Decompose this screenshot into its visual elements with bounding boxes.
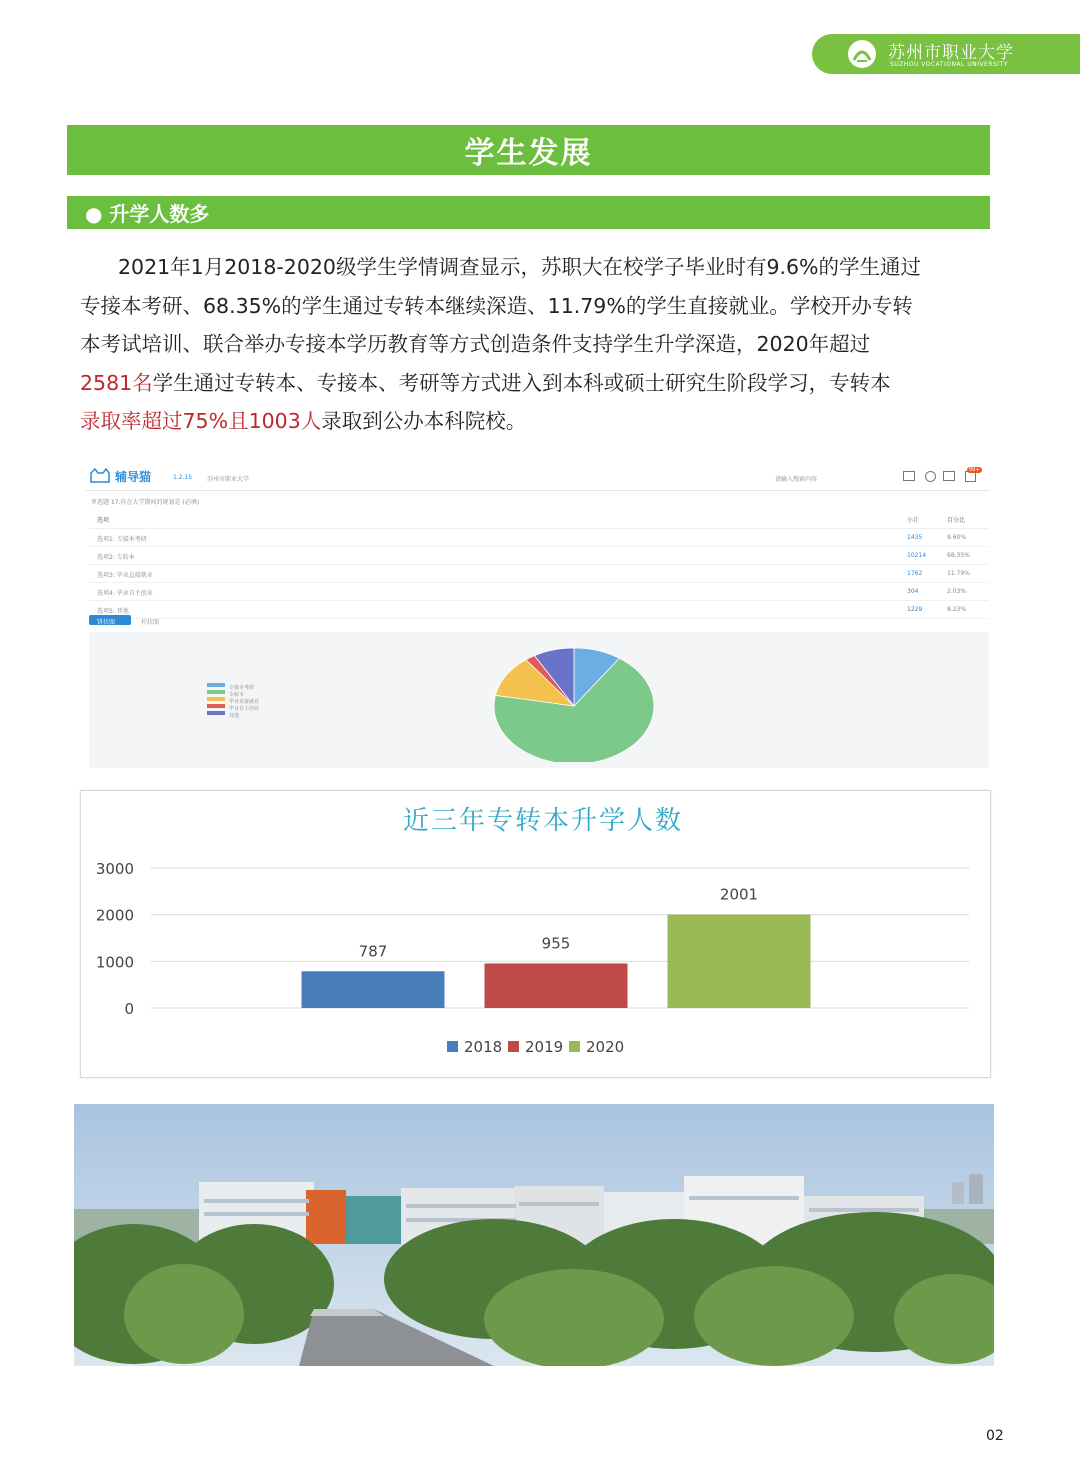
- section-title: ● 升学人数多: [85, 202, 210, 226]
- row-option-label: 选项5: 其他: [97, 608, 129, 615]
- tab-bar-chart[interactable]: 柱状图: [141, 619, 160, 626]
- logo-english-name: SUZHOU VOCATIONAL UNIVERSITY: [890, 61, 1008, 68]
- bar: [302, 971, 445, 1008]
- bar: [668, 915, 811, 1008]
- legend-label: 毕业自主创业: [229, 706, 260, 712]
- survey-table: [89, 512, 989, 619]
- legend-label: 专接本考研: [229, 685, 255, 691]
- app-version: 1.2.15: [173, 474, 193, 481]
- logo-chinese-name: 苏州市职业大学: [888, 43, 1014, 63]
- y-tick-label: 0: [124, 1000, 134, 1018]
- page-title: 学生发展: [464, 136, 593, 171]
- legend-swatch: [207, 704, 225, 708]
- row-count: 1229: [907, 606, 923, 613]
- row-option-label: 选项4: 毕业自主创业: [97, 590, 153, 597]
- paragraph-line-5-text: 录取到公办本科院校。: [321, 409, 527, 433]
- legend-swatch: [207, 697, 225, 701]
- legend-swatch: [569, 1041, 580, 1052]
- bar-chart-panel: [80, 790, 991, 1078]
- paragraph-line-3: 本考试培训、联合举办专接本学历教育等方式创造条件支持学生升学深造，2020年超过: [80, 332, 871, 356]
- survey-chart-area: [89, 632, 989, 768]
- y-tick-label: 1000: [95, 953, 134, 972]
- legend-label: 毕业直接就业: [229, 699, 260, 705]
- campus-photo: [74, 1104, 994, 1366]
- monitor-icon[interactable]: [903, 471, 915, 481]
- survey-app-bar: [85, 462, 990, 491]
- paragraph-line-4-text: 学生通过专转本、专接本、考研等方式进入到本科或硕士研究生阶段学习，专转本: [152, 370, 891, 395]
- y-tick-label: 3000: [95, 860, 134, 878]
- legend-swatch: [207, 711, 225, 715]
- row-count: 304: [907, 588, 919, 595]
- row-count: 1762: [907, 570, 923, 577]
- row-option-label: 选项3: 毕业直接就业: [97, 572, 153, 579]
- section-header-bar: [67, 196, 990, 229]
- row-percent: 68.35%: [947, 552, 970, 559]
- table-header: [89, 512, 989, 529]
- row-option-label: 选项1: 专接本考研: [97, 536, 147, 543]
- school-name: 苏州市职业大学: [207, 476, 250, 483]
- legend-label: 专转本: [229, 692, 245, 698]
- row-percent: 9.60%: [947, 534, 967, 541]
- tab-pie-chart[interactable]: [89, 615, 131, 625]
- paragraph-line-4: [80, 364, 990, 403]
- chart-title: 近三年专转本升学人数: [402, 806, 684, 836]
- help-icon[interactable]: [925, 471, 936, 482]
- cat-logo-icon: [89, 468, 111, 484]
- body-paragraph: [80, 248, 990, 441]
- paragraph-line-1: 2021年1月2018-2020级学生学情调查显示，苏职大在校学子毕业时有9.6%的学生通过: [118, 255, 922, 279]
- highlight-rate: 录取率超过75%且1003人: [80, 409, 322, 433]
- legend-item: [207, 701, 260, 712]
- legend-label: 其他: [229, 713, 240, 719]
- data-label: 787: [358, 942, 388, 961]
- bar-chart: [81, 791, 990, 1077]
- header-count: 小计: [907, 517, 920, 524]
- legend-item: [207, 694, 260, 705]
- row-option-label: 选项2: 专转本: [97, 554, 135, 561]
- table-row: [89, 547, 989, 565]
- calendar-icon[interactable]: [943, 471, 955, 481]
- tab-pie-label: 饼状图: [97, 619, 116, 626]
- highlight-count: 2581名: [80, 370, 153, 395]
- survey-pie-chart: [489, 638, 659, 762]
- search-input[interactable]: 请输入搜索内容: [775, 476, 818, 483]
- legend-item: [207, 680, 259, 691]
- legend-label: 2019: [525, 1038, 564, 1056]
- survey-screenshot: [85, 462, 990, 768]
- row-percent: 11.79%: [947, 570, 970, 577]
- table-row: [89, 565, 989, 583]
- survey-legend: [207, 680, 260, 719]
- notification-badge: 99+: [969, 467, 980, 473]
- legend-label: 2018: [464, 1038, 503, 1056]
- table-row: [89, 601, 989, 619]
- legend-label: 2020: [586, 1038, 625, 1056]
- row-count: 1435: [907, 534, 923, 541]
- survey-rows: [89, 529, 989, 619]
- university-emblem-icon: [848, 40, 876, 68]
- y-tick-label: 2000: [95, 906, 134, 925]
- row-count: 10214: [907, 552, 927, 559]
- data-label: 955: [541, 934, 571, 953]
- paragraph-line-2: 专接本考研、68.35%的学生通过专转本继续深造、11.79%的学生直接就业。学校开办专转: [80, 293, 913, 318]
- legend-swatch: [207, 690, 225, 694]
- table-row: [89, 529, 989, 547]
- app-name: 辅导猫: [115, 470, 152, 484]
- row-percent: 8.23%: [947, 606, 967, 613]
- survey-question: 单选题 17.你在大学期间的规划是 (必填): [91, 499, 200, 506]
- page-title-bar: [67, 125, 990, 175]
- legend-swatch: [207, 683, 225, 687]
- table-row: [89, 583, 989, 601]
- data-label: 2001: [719, 885, 759, 904]
- header-option: 选项: [97, 517, 110, 524]
- legend-swatch: [508, 1041, 519, 1052]
- page-number: 02: [986, 1428, 1004, 1444]
- row-percent: 2.03%: [947, 588, 967, 595]
- bar: [485, 963, 628, 1008]
- paragraph-line-5: [80, 402, 990, 441]
- legend-swatch: [447, 1041, 458, 1052]
- header-pct: 百分比: [947, 517, 966, 524]
